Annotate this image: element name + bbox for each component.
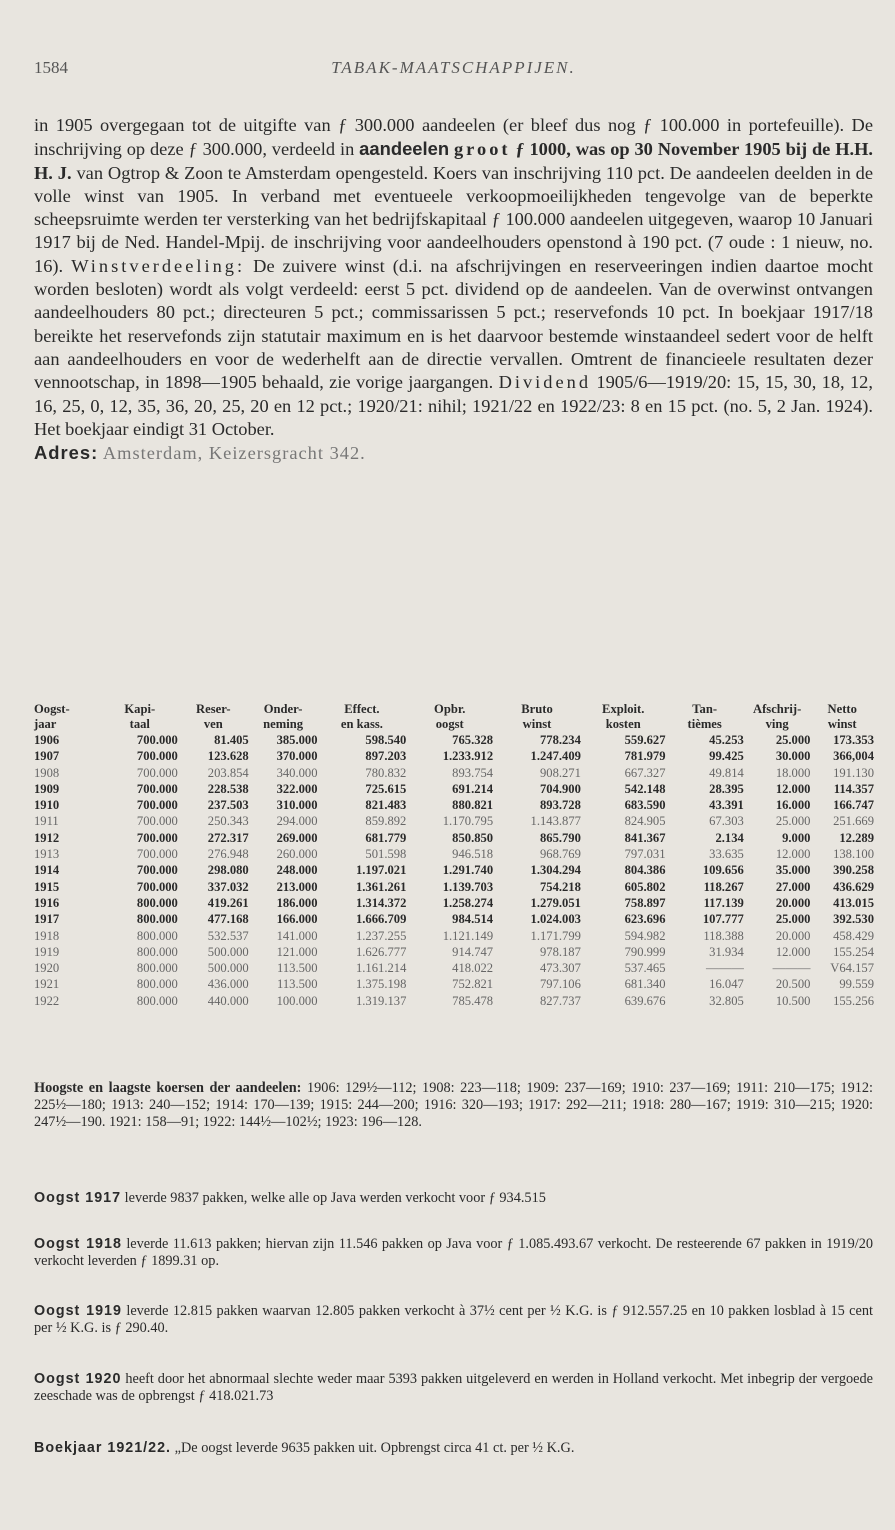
table-cell: 9.000: [782, 830, 811, 845]
table-cell: 532.537: [207, 928, 249, 943]
table-cell: 700.000: [136, 798, 178, 813]
table-cell: 81.405: [214, 733, 249, 747]
table-cell: 1.375.198: [355, 977, 407, 992]
table-cell: 20.000: [775, 895, 811, 910]
table-cell: 173.353: [833, 733, 874, 747]
table-cell: 269.000: [276, 830, 318, 845]
table-cell: 797.031: [624, 847, 666, 862]
table-cell: 237.503: [207, 798, 249, 813]
column-header: jaar: [34, 717, 57, 731]
koersen-text: 1906: 129½—112; 1908: 223—118; 1909: 237—169; 1910: 237—169; 1911: 210—175; 1912: 225½—180; 1913: 240—152; 1914: 170—139; 1915: 244—200; 1916: 320—193; 1917: 292—211; 1918: 280—167; 1919: 310—215; 1920: 247½—190. 1921: 158—91; 1922: 144½—102½; 1923: 196—128.: [34, 1080, 873, 1130]
table-cell: 865.790: [539, 830, 581, 845]
boekjaar-label: Boekjaar 1921/22.: [34, 1440, 172, 1456]
table-cell: 800.000: [136, 961, 178, 976]
column-header: Exploit.: [602, 702, 645, 716]
table-cell: 824.905: [624, 814, 666, 829]
oogst-1920-label: Oogst 1920: [34, 1371, 122, 1387]
address-label: Adres:: [34, 442, 99, 464]
table-head: [34, 702, 874, 732]
table-cell: 1.139.703: [442, 879, 494, 894]
table-cell: 25.000: [775, 814, 811, 829]
table-cell: 984.514: [452, 912, 494, 927]
column-header: tièmes: [687, 717, 722, 731]
table-cell: 691.214: [452, 781, 494, 796]
table-cell: 12.000: [775, 781, 811, 796]
page-header: [34, 58, 873, 82]
koersen-note: [34, 1080, 873, 1131]
para-bold-aandeelen: aandeelen: [359, 138, 450, 160]
table-cell: 114.357: [833, 781, 874, 796]
para-bold-groot: groot: [453, 139, 511, 160]
table-cell: 99.425: [709, 749, 744, 764]
column-header: neming: [263, 717, 304, 731]
para-text: in 1905 overgegaan tot de uitgifte van ƒ 300.000 aandeelen (er bleef dus nog ƒ 100.000 in portefeuille). De inschrijving op deze ƒ 300.000, verdeeld in: [34, 115, 873, 160]
table-cell: 32.805: [709, 993, 744, 1008]
column-header: Reser-: [196, 702, 231, 716]
table-cell: 203.854: [207, 765, 249, 780]
column-header: Effect.: [344, 702, 380, 716]
table-cell-year: 1907: [34, 749, 60, 764]
oogst-1917-label: Oogst 1917: [34, 1190, 122, 1206]
dividend-heading: Dividend: [498, 372, 592, 393]
table-row: [34, 748, 874, 764]
table-cell: 804.386: [624, 863, 666, 878]
table-cell: 841.367: [624, 830, 666, 845]
table-cell: 1.197.021: [355, 863, 407, 878]
table-row: [34, 813, 874, 829]
table-cell: 700.000: [136, 733, 178, 747]
table-cell: 797.106: [539, 977, 581, 992]
table-cell: 700.000: [136, 765, 178, 780]
table-cell: 141.000: [276, 928, 318, 943]
table-cell: 43.391: [709, 798, 744, 813]
table-cell: 49.814: [709, 765, 744, 780]
boekjaar-text: „De oogst leverde 9635 pakken uit. Opbrengst circa 41 ct. per ½ K.G.: [174, 1440, 575, 1456]
table-cell: 800.000: [136, 895, 178, 910]
table-cell: 758.897: [624, 895, 666, 910]
table-cell: 118.267: [703, 879, 744, 894]
table-cell: 337.032: [207, 879, 249, 894]
table-body: [34, 732, 874, 1009]
table-cell: 35.000: [775, 863, 811, 878]
table-cell: 725.615: [365, 781, 407, 796]
table-row: [34, 830, 874, 846]
table-cell: 117.139: [703, 895, 744, 910]
table-cell: 1.161.214: [355, 961, 407, 976]
table-cell-year: 1911: [34, 814, 59, 829]
column-header: en kass.: [340, 717, 383, 731]
table-cell: 700.000: [136, 847, 178, 862]
table-cell: 390.258: [833, 863, 874, 878]
table-cell: 537.465: [624, 961, 666, 976]
table-cell: 1.237.255: [355, 928, 407, 943]
table-cell: 16.000: [775, 798, 811, 813]
table-cell: 893.728: [539, 798, 581, 813]
running-title: TABAK-MAATSCHAPPIJEN.: [331, 58, 576, 77]
table-cell: 946.518: [452, 847, 494, 862]
table-cell: 10.500: [775, 993, 811, 1008]
table-cell: 623.696: [624, 912, 666, 927]
table-cell: 477.168: [207, 912, 249, 927]
oogst-1919-note: [34, 1303, 873, 1337]
table-cell: 827.737: [539, 993, 581, 1008]
table-cell: 440.000: [207, 993, 249, 1008]
table-cell: 754.218: [539, 879, 581, 894]
table-cell: 1.626.777: [355, 944, 407, 959]
table-cell: 107.777: [702, 912, 744, 927]
table-cell-year: 1909: [34, 781, 60, 796]
table-cell: 681.779: [365, 830, 407, 845]
table-cell: 12.000: [775, 847, 811, 862]
table-cell: 681.340: [624, 977, 666, 992]
table-cell: 781.979: [624, 749, 666, 764]
table-cell: 700.000: [136, 863, 178, 878]
para-bold-amount: ƒ 1000, was op 30 November 1905 bij de H.H. H. J.: [34, 139, 873, 183]
table-cell: 25.000: [775, 912, 811, 927]
table-cell: 276.948: [207, 847, 249, 862]
oogst-1917-text: leverde 9837 pakken, welke alle op Java werden verkocht voor ƒ 934.515: [124, 1190, 546, 1206]
table-cell: 67.303: [709, 814, 744, 829]
table-cell: 31.934: [709, 944, 744, 959]
table-cell: 700.000: [136, 830, 178, 845]
table-row: [34, 960, 874, 976]
table-cell: 272.317: [207, 830, 249, 845]
table-cell: 1.279.051: [530, 895, 581, 910]
table-cell: ———: [706, 961, 744, 976]
table-cell: 366,004: [833, 749, 874, 764]
table-cell-year: 1915: [34, 879, 60, 894]
table-cell: 1.319.137: [355, 993, 407, 1008]
table-cell: 123.628: [207, 749, 249, 764]
oogst-1918-text: leverde 11.613 pakken; hiervan zijn 11.546 pakken op Java voor ƒ 1.085.493.67 verkocht. De resteerende 67 pakken in 1919/20 verkocht leverden ƒ 1899.31 op.: [34, 1236, 873, 1269]
table-cell: 100.000: [276, 993, 318, 1008]
table-cell: 559.627: [624, 733, 666, 747]
table-cell-year: 1914: [34, 863, 60, 878]
table-cell: 370.000: [276, 749, 318, 764]
table-cell: 248.000: [276, 863, 318, 878]
table-cell: 251.669: [833, 814, 874, 829]
oogst-1919-text: leverde 12.815 pakken waarvan 12.805 pakken verkocht à 37½ cent per ½ K.G. is ƒ 912.557.25 en 10 pakken losblad à 15 cent per ½ K.G. is ƒ 290.40.: [34, 1303, 873, 1336]
table-header-row: [34, 702, 874, 717]
table-cell: 968.769: [539, 847, 581, 862]
table-cell: 859.892: [365, 814, 407, 829]
table-cell: 897.203: [365, 749, 407, 764]
table-cell-year: 1919: [34, 944, 60, 959]
table-cell: 700.000: [136, 814, 178, 829]
table-cell: 294.000: [276, 814, 318, 829]
table-cell-year: 1912: [34, 830, 60, 845]
table-cell: 250.343: [207, 814, 249, 829]
table-cell-year: 1913: [34, 847, 60, 862]
oogst-1920-text: heeft door het abnormaal slechte weder maar 5393 pakken uitgeleverd en werden in Holland verkocht. Met inbegrip der vergoede zeeschade was de opbrengst ƒ 418.021.73: [34, 1371, 874, 1404]
table-cell: 800.000: [136, 977, 178, 992]
column-header: Kapi-: [124, 702, 156, 716]
table-cell: 436.629: [833, 879, 874, 894]
oogst-1919-label: Oogst 1919: [34, 1303, 122, 1319]
table-cell: 1.361.261: [355, 879, 407, 894]
table-cell: 12.000: [775, 944, 811, 959]
table-row: [34, 928, 874, 944]
table-cell: 542.148: [624, 781, 666, 796]
table-cell: 765.328: [452, 733, 494, 747]
table-header-row: [34, 717, 874, 732]
table-cell: 1.304.294: [530, 863, 581, 878]
table-cell: 25.000: [775, 733, 811, 747]
table-cell-year: 1921: [34, 977, 60, 992]
table-cell: 340.000: [276, 765, 318, 780]
table-cell: 501.598: [365, 847, 407, 862]
table-cell: 978.187: [539, 944, 581, 959]
column-header: Onder-: [263, 702, 303, 716]
oogst-1918-note: [34, 1236, 873, 1270]
table-cell: 155.254: [833, 944, 874, 959]
column-header: Oogst-: [34, 702, 70, 716]
table-cell: 436.000: [207, 977, 249, 992]
table-cell-year: 1908: [34, 765, 60, 780]
table-cell-year: 1910: [34, 798, 60, 813]
table-cell: 213.000: [276, 879, 318, 894]
table-cell: 821.483: [365, 798, 407, 813]
table-cell: 1.258.274: [442, 895, 494, 910]
table-cell: 99.559: [839, 977, 874, 992]
para-text: 1905/6—1919/20: 15, 15, 30, 18, 12, 16, 25, 0, 12, 35, 36, 20, 25, 20 en 12 pct.; 1920/21: nihil; 1921/22 en 1922/23: 8 en 15 pct. (no. 5, 2 Jan. 1924). Het boekjaar eindigt 31 October.: [34, 372, 873, 439]
table-cell: 18.000: [775, 765, 811, 780]
page-number: 1584: [34, 58, 68, 77]
table-cell: 1.233.912: [442, 749, 494, 764]
table-cell: 598.540: [365, 733, 407, 747]
table-cell: 908.271: [539, 765, 581, 780]
table-cell-year: 1922: [34, 993, 60, 1008]
column-header: ven: [203, 717, 223, 731]
table-cell: 700.000: [136, 879, 178, 894]
table-cell: 20.000: [775, 928, 811, 943]
column-header: taal: [129, 717, 150, 731]
table-cell: 30.000: [775, 749, 811, 764]
table-cell: 310.000: [276, 798, 318, 813]
table-cell: 118.388: [703, 928, 744, 943]
table-cell: 385.000: [276, 733, 318, 747]
table-cell: 704.900: [539, 781, 581, 796]
table-cell: 28.395: [709, 781, 744, 796]
table-cell: 392.530: [833, 912, 874, 927]
table-cell: 880.821: [452, 798, 494, 813]
table-cell: 413.015: [833, 895, 874, 910]
table-cell: 113.500: [277, 961, 318, 976]
table-row: [34, 911, 874, 927]
table-cell: 12.289: [839, 830, 874, 845]
table-cell: 191.130: [833, 765, 874, 780]
table-cell: 322.000: [276, 781, 318, 796]
table-cell: 800.000: [136, 912, 178, 927]
table-cell: 800.000: [136, 993, 178, 1008]
financial-table: [34, 702, 874, 1009]
koersen-label: Hoogste en laagste koersen der aandeelen:: [34, 1080, 302, 1096]
table-cell-year: 1917: [34, 912, 60, 927]
boekjaar-note: [34, 1440, 873, 1457]
table-cell: 33.635: [709, 847, 744, 862]
table-cell: 500.000: [207, 961, 249, 976]
column-header: Opbr.: [434, 702, 466, 716]
table-cell: 778.234: [539, 733, 581, 747]
company-description: [34, 114, 873, 465]
column-header: oogst: [435, 717, 464, 731]
table-cell-year: 1916: [34, 895, 60, 910]
table-cell-year: 1920: [34, 961, 60, 976]
column-header: winst: [522, 717, 552, 731]
table-cell: 1.314.372: [355, 895, 407, 910]
column-header: Tan-: [692, 702, 718, 716]
table-cell: V64.157: [830, 961, 874, 976]
table-cell: 121.000: [276, 944, 318, 959]
table-row: [34, 797, 874, 813]
table-cell: 27.000: [775, 879, 811, 894]
table-cell: 166.000: [276, 912, 318, 927]
table-cell: 418.022: [452, 961, 494, 976]
table-cell-year: 1906: [34, 733, 60, 747]
table-cell: 790.999: [624, 944, 666, 959]
table-cell: 1.247.409: [530, 749, 581, 764]
oogst-1918-label: Oogst 1918: [34, 1236, 122, 1252]
table-row: [34, 976, 874, 992]
table-cell: 298.080: [207, 863, 249, 878]
table-row: [34, 732, 874, 748]
table-row: [34, 846, 874, 862]
table-cell: 2.134: [715, 830, 744, 845]
table-cell: 16.047: [709, 977, 744, 992]
table-cell: 639.676: [624, 993, 666, 1008]
table-cell: 20.500: [775, 977, 811, 992]
table-cell: 605.802: [624, 879, 666, 894]
para-text: De zuivere winst (d.i. na afschrijvingen en reserveeringen indien daartoe mocht worden besloten) wordt als volgt verdeeld: eerst 5 pct. dividend op de aandeelen. Van de overwinst ontvangen aandeelhouders 80 pct.; directeuren 5 pct.; commissarissen 5 pct.; reservefonds 10 pct. In boekjaar 1917/18 bereikte het reservefonds zijn statutair maximum en is het daarvoor bestemde winstaandeel sedert voor de helft aan aandeelhouders en voor de wederhelft aan de directie vervallen. Omtrent de financieele resultaten dezer vennootschap, in 1898—1905 behaald, zie vorige jaargangen.: [34, 255, 873, 393]
table-cell: 186.000: [276, 895, 318, 910]
table-row: [34, 895, 874, 911]
column-header: Bruto: [521, 702, 553, 716]
table-cell: 785.478: [452, 993, 494, 1008]
table-cell: 1.143.877: [530, 814, 581, 829]
table-cell: 893.754: [452, 765, 494, 780]
table-cell: 138.100: [833, 847, 874, 862]
para-text: van Ogtrop & Zoon te Amsterdam opengesteld. Koers van inschrijving 110 pct. De aandeelen deelden in de volle winst van 1905. In verband met eventueele verkoopmoeilijkheden tengevolge van de beperkte scheepsruimte werden ter versterking van het bedrijfskapitaal ƒ 100.000 aandeelen uitgegeven, waarop 10 Januari 1917 bij de Ned. Handel-Mpij. de inschrijving voor aandeelhouders openstond à 190 pct. (7 oude : 1 nieuw, no. 16).: [34, 162, 874, 276]
table-cell: 780.832: [365, 765, 407, 780]
table-cell: ———: [772, 961, 811, 976]
table-cell: 1.024.003: [530, 912, 581, 927]
table-row: [34, 993, 874, 1009]
table-row: [34, 862, 874, 878]
table-cell: 800.000: [136, 944, 178, 959]
table-cell: 419.261: [207, 895, 249, 910]
table-cell: 752.821: [452, 977, 494, 992]
table-cell: 683.590: [624, 798, 666, 813]
table-cell: 166.747: [833, 798, 874, 813]
oogst-1920-note: [34, 1371, 873, 1405]
table-cell: 260.000: [276, 847, 318, 862]
column-header: Afschrij-: [753, 702, 802, 716]
address-value: Amsterdam, Keizersgracht 342.: [102, 443, 366, 464]
table-row: [34, 879, 874, 895]
table-row: [34, 781, 874, 797]
column-header: kosten: [605, 717, 641, 731]
table-cell: 1.171.799: [530, 928, 581, 943]
table-cell: 1.666.709: [355, 912, 407, 927]
table-cell: 1.291.740: [442, 863, 494, 878]
table-cell: 700.000: [136, 749, 178, 764]
table-cell: 155.256: [833, 993, 874, 1008]
column-header: ving: [765, 717, 789, 731]
table-row: [34, 944, 874, 960]
column-header: winst: [827, 717, 857, 731]
table-cell: 228.538: [207, 781, 249, 796]
table-cell: 800.000: [136, 928, 178, 943]
oogst-1917-note: [34, 1190, 873, 1207]
table-cell: 667.327: [624, 765, 666, 780]
table-cell: 914.747: [452, 944, 494, 959]
table-cell: 850.850: [452, 830, 494, 845]
table-cell-year: 1918: [34, 928, 60, 943]
table-cell: 700.000: [136, 781, 178, 796]
table-cell: 594.982: [624, 928, 666, 943]
table-cell: 1.121.149: [442, 928, 494, 943]
table-cell: 473.307: [539, 961, 581, 976]
column-header: Netto: [827, 702, 857, 716]
table-row: [34, 765, 874, 781]
table-cell: 109.656: [702, 863, 744, 878]
winstverdeeling-heading: Winstverdeeling:: [71, 255, 246, 276]
table-cell: 45.253: [709, 733, 744, 747]
table-cell: 500.000: [207, 944, 249, 959]
table-cell: 113.500: [277, 977, 318, 992]
table-cell: 1.170.795: [442, 814, 494, 829]
table-cell: 458.429: [833, 928, 874, 943]
